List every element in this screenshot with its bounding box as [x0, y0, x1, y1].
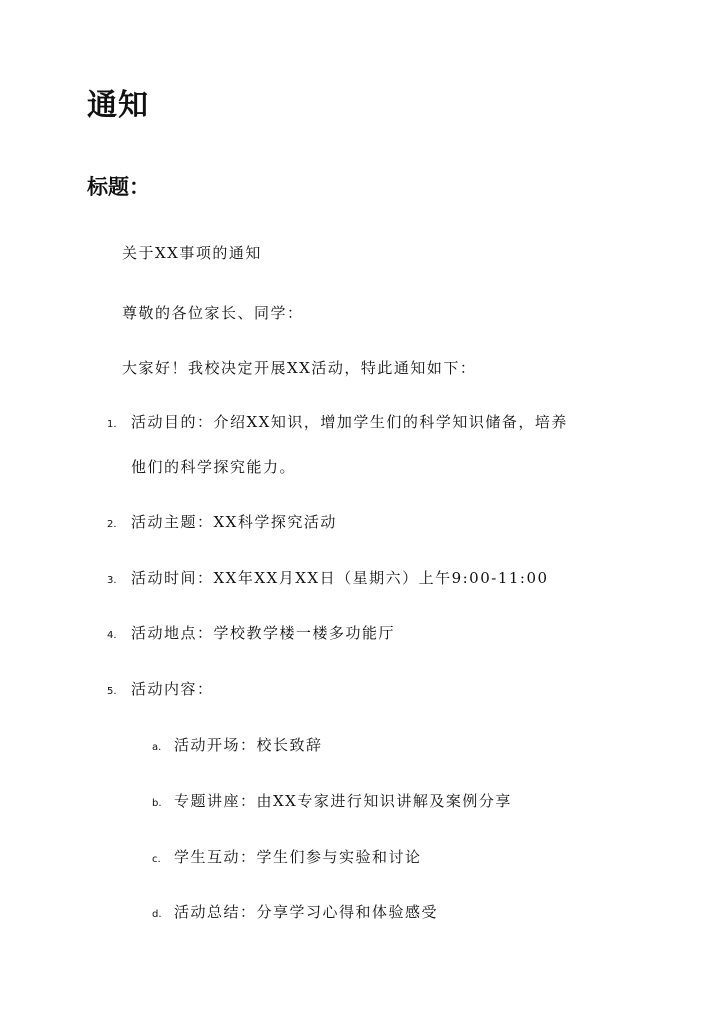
notice-subject: 关于XX事项的通知: [122, 244, 262, 262]
sublist-item: [152, 845, 422, 872]
list-marker: 3.: [107, 575, 117, 586]
sublist-item: [152, 900, 438, 927]
sublist-item-text: 学生互动：学生们参与实验和讨论: [174, 848, 422, 866]
sublist-marker: c.: [152, 854, 161, 865]
list-item: [107, 621, 395, 648]
sublist-marker: a.: [152, 742, 162, 753]
list-item-text: 活动目的：介绍XX知识，增加学生们的科学知识储备，培养: [131, 413, 568, 431]
list-item: [107, 510, 337, 537]
sublist-item: [152, 733, 323, 760]
list-item-text: 活动内容：: [131, 680, 214, 698]
list-marker: 5.: [107, 686, 117, 697]
list-item: [107, 566, 549, 593]
list-marker: 2.: [107, 519, 117, 530]
list-item: [107, 410, 568, 437]
list-item-text: 活动主题：XX科学探究活动: [131, 513, 337, 531]
document-title: 通知: [87, 88, 149, 123]
salutation: 尊敬的各位家长、同学：: [122, 304, 304, 322]
list-item: [107, 677, 214, 704]
sublist-marker: d.: [152, 909, 162, 920]
list-item-text: 活动地点：学校教学楼一楼多功能厅: [131, 624, 396, 642]
list-item-continuation: 他们的科学探究能力。: [131, 458, 297, 476]
sublist-item-text: 专题讲座：由XX专家进行知识讲解及案例分享: [174, 792, 512, 810]
list-marker: 1.: [107, 419, 117, 430]
sublist-marker: b.: [152, 798, 162, 809]
sublist-item: [152, 789, 512, 816]
list-item-text: 活动时间：XX年XX月XX日（星期六）上午9:00-11:00: [131, 569, 549, 587]
list-marker: 4.: [107, 630, 117, 641]
intro-paragraph: 大家好！我校决定开展XX活动，特此通知如下：: [122, 359, 477, 377]
section-heading: 标题：: [87, 174, 150, 199]
sublist-item-text: 活动总结：分享学习心得和体验感受: [174, 903, 439, 921]
sublist-item-text: 活动开场：校长致辞: [174, 736, 323, 754]
